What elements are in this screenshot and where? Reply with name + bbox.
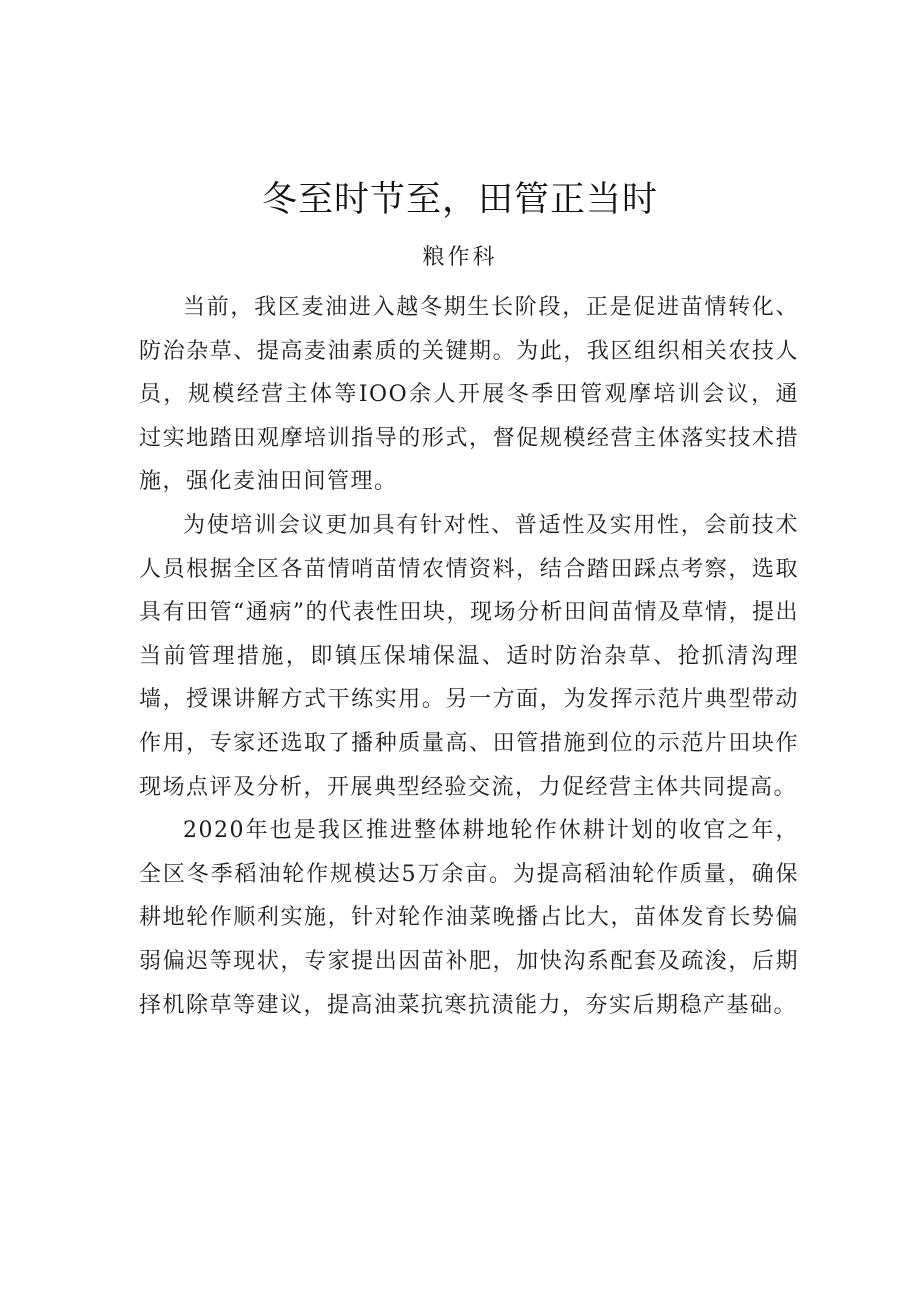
- document-title: 冬至时节至，田管正当时: [261, 180, 658, 220]
- paragraph-2: 为使培训会议更加具有针对性、普适性及实用性，会前技术人员根据全区各苗情哨苗情农情资料，结合踏田踩点考察，选取具有田管“通病”的代表性田块，现场分析田间苗情及草情，提出当前管理措施，即镇压保埔保温、适时防治杂草、抢抓清沟理墙，授课讲解方式干练实用。另一方面，为发挥示范片典型带动作用，专家还选取了播种质量高、田管措施到位的示范片田块作现场点评及分析，开展典型经验交流，力促经营主体共同提高。: [139, 512, 799, 800]
- paragraph-1: 当前，我区麦油进入越冬期生长阶段，正是促进苗情转化、防治杂草、提高麦油素质的关键期。为此，我区组织相关农技人员，规模经营主体等IOO余人开展冬季田管观摩培训会议，通过实地踏田观摩培训指导的形式，督促规模经营主体落实技术措施，强化麦油田间管理。: [139, 295, 799, 495]
- document-author: 粮作科: [422, 245, 498, 270]
- document-body: [139, 286, 799, 1027]
- paragraph-3: 2020年也是我区推进整体耕地轮作休耕计划的收官之年，全区冬季稻油轮作规模达5万余亩。为提高稻油轮作质量，确保耕地轮作顺利实施，针对轮作油菜晚播占比大，苗体发育长势偏弱偏迟等现状，专家提出因苗补肥，加快沟系配套及疏浚，后期择机除草等建议，提高油菜抗寒抗渍能力，夯实后期稳产基础。: [139, 818, 799, 1018]
